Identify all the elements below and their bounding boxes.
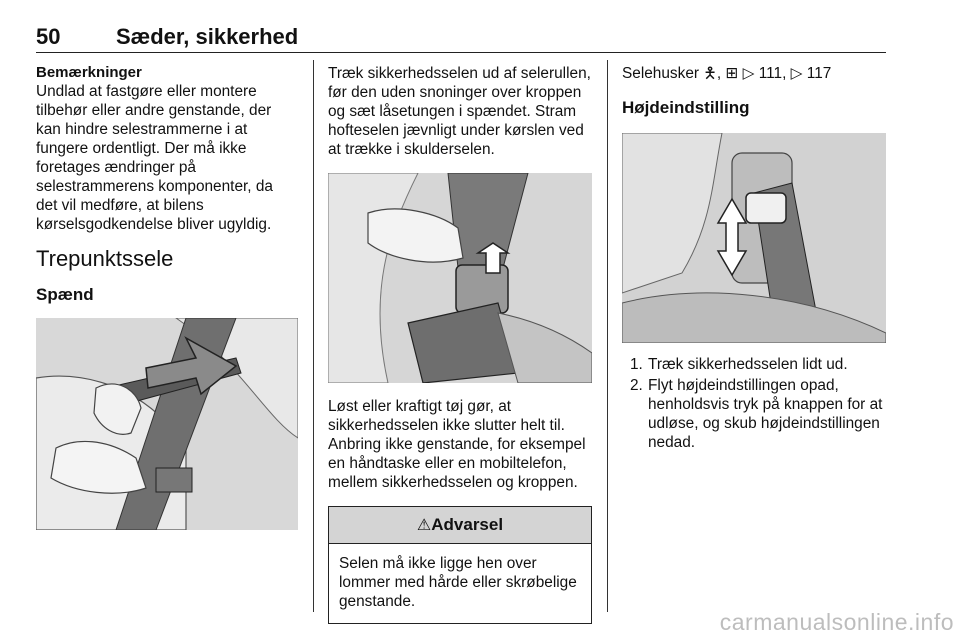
seatbelt-person-icon: 🯅 xyxy=(703,65,717,82)
column-2 xyxy=(328,64,592,624)
airbag-icon: ⊞ xyxy=(725,65,739,82)
warning-body xyxy=(329,544,591,623)
reference-label: Selehusker xyxy=(622,65,699,82)
warning-text: Selen må ikke ligge hen over lommer med hårde eller skrøbelige genstande. xyxy=(339,555,577,610)
height-adjuster-illustration xyxy=(622,133,886,343)
page-header xyxy=(36,24,886,50)
column-divider-2 xyxy=(607,60,608,612)
warning-header xyxy=(329,507,591,544)
fasten-instructions: Træk sikkerhedsselen ud af selerullen, før den uden snoninger over kroppen og sæt låsetungen i spændet. Stram hofteselen jævnligt under kørslen ved at trække i skulderselen. xyxy=(328,65,591,158)
column-divider-1 xyxy=(313,60,314,612)
page-reference-icon: ▷ xyxy=(790,65,803,82)
latch-plate-image xyxy=(328,173,592,383)
list-item: 1. Træk sikkerhedsselen lidt ud. xyxy=(630,356,848,373)
warning-box xyxy=(328,506,592,624)
warning-title: Advarsel xyxy=(431,515,504,534)
latch-illustration xyxy=(328,173,592,383)
buckle-illustration xyxy=(36,318,298,530)
subsection-heading: Spænd xyxy=(36,285,94,304)
page-reference-icon: ▷ xyxy=(742,65,755,82)
watermark: carmanualsonline.info xyxy=(719,609,954,635)
page-number: 50 xyxy=(36,24,61,49)
clothing-note: Løst eller kraftigt tøj gør, at sikkerhedsselen ikke slutter helt til. Anbring ikke genstande, for eksempel en håndtaske eller en mobiltelefon, mellem sikkerhedsselen og kroppen. xyxy=(328,398,586,491)
page-reference-2[interactable]: 117 xyxy=(806,65,832,82)
header-rule xyxy=(36,52,886,53)
page-reference-1[interactable]: 111, xyxy=(758,65,791,82)
height-adjuster-image xyxy=(622,133,886,343)
seatbelt-reminder-reference: Selehusker 🯅, ⊞ ▷ 111, ▷ 117 xyxy=(622,65,832,82)
note-title: Bemærkninger xyxy=(36,64,142,81)
column-1 xyxy=(36,64,298,530)
chapter-title: Sæder, sikkerhed xyxy=(116,24,299,49)
column-3 xyxy=(622,64,888,454)
steps-list xyxy=(622,355,888,452)
seatbelt-fasten-image xyxy=(36,318,298,530)
warning-triangle-icon: ⚠ xyxy=(416,517,432,534)
note-text: Undlad at fastgøre eller montere tilbehør eller andre genstande, der kan hindre selestrammerne i at fungere ordentligt. Der må ikke foretages ændringer på selestrammerens komponenter, da det vil medføre, at bilens kørselsgodkendelse bliver ugyldig. xyxy=(36,83,273,233)
height-adjust-heading: Højdeindstilling xyxy=(622,98,750,117)
section-heading: Trepunktssele xyxy=(36,246,174,271)
list-item: 2. Flyt højdeindstillingen opad, henholdsvis tryk på knappen for at udløse, og skub højdeindstillingen nedad. xyxy=(630,377,883,451)
